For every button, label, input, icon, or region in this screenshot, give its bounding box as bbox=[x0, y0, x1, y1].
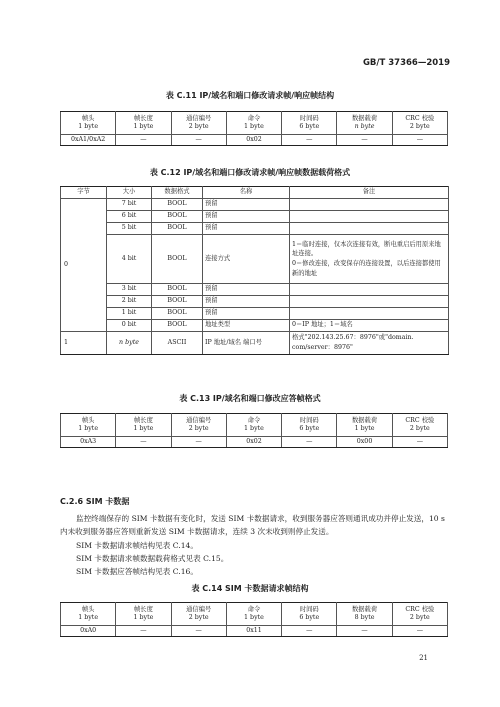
table-c12-caption: 表 C.12 IP/域名和端口修改请求帧/响应帧数据载荷格式 bbox=[149, 168, 351, 177]
header-cell: 字节 bbox=[61, 187, 107, 199]
table-row: 0 bit BOOL 地址类型 0＝IP 地址；1＝域名 bbox=[61, 320, 449, 332]
table-row: 4 bit BOOL 连接方式 1＝临时连接，仅本次连接有效，断电重启后用原来地址连接。 0＝修改连接，改变保存的连接设置，以后连接都使用新的地址 bbox=[61, 235, 449, 284]
table-row: 5 bit BOOL 预留 bbox=[61, 223, 449, 235]
body-line: SIM 卡数据应答帧结构见表 C.16。 bbox=[76, 567, 198, 576]
header-cell: 大小 bbox=[107, 187, 152, 199]
table-c11-caption: 表 C.11 IP/域名和端口修改请求帧/响应帧结构 bbox=[165, 91, 335, 100]
table-c11 bbox=[60, 111, 448, 146]
standard-code: GB/T 37366—2019 bbox=[362, 58, 450, 68]
table-row: 1 bit BOOL 预留 bbox=[61, 308, 449, 320]
header-cell: 帧头 1 byte bbox=[61, 112, 116, 135]
table-row: 1 n byte ASCII IP 地址/域名 端口号 格式"202.143.25.67：8976"或"domain. com/server：8976" bbox=[61, 332, 449, 355]
header-cell: 时间码 6 byte bbox=[282, 112, 337, 135]
page-number: 21 bbox=[419, 654, 428, 662]
header-cell: 帧头 1 byte bbox=[61, 603, 116, 626]
header-cell: CRC 校验 2 byte bbox=[392, 603, 447, 626]
header-cell: 帧长度 1 byte bbox=[116, 603, 171, 626]
header-cell: 帧长度 1 byte bbox=[116, 414, 171, 437]
header-cell: 备注 bbox=[290, 187, 449, 199]
header-cell: 命令 1 byte bbox=[226, 414, 281, 437]
header-cell: 时间码 6 byte bbox=[282, 414, 337, 437]
header-cell: CRC 校验 2 byte bbox=[392, 414, 447, 437]
header-cell: 通信编号 2 byte bbox=[171, 112, 226, 135]
table-c12 bbox=[60, 186, 449, 355]
header-cell: 命令 1 byte bbox=[226, 603, 281, 626]
table-row: 0xA1/0xA2 — — 0x02 — — — bbox=[61, 135, 448, 146]
table-row: 6 bit BOOL 预留 bbox=[61, 211, 449, 223]
table-row: 0xA0 — — 0x11 — — — bbox=[61, 626, 448, 637]
header-cell: 名称 bbox=[203, 187, 290, 199]
table-row: 0 7 bit BOOL 预留 bbox=[61, 199, 449, 211]
header-cell: 数据格式 bbox=[152, 187, 203, 199]
header-cell: 通信编号 2 byte bbox=[171, 603, 226, 626]
header-cell: 数据载荷 8 byte bbox=[337, 603, 392, 626]
header-cell: 帧长度 1 byte bbox=[116, 112, 171, 135]
header-cell: CRC 校验 2 byte bbox=[392, 112, 447, 135]
table-row: 3 bit BOOL 预留 bbox=[61, 284, 449, 296]
table-c13 bbox=[60, 413, 448, 448]
body-paragraph: 监控终端保存的 SIM 卡数据有变化时，发送 SIM 卡数据请求，收到服务器应答则通讯成功并停止发送，10 s 内未收到服务器应答则重新发送 SIM 卡数据请求，连续 3 次未收到则停止发送。 bbox=[60, 514, 445, 536]
section-title: C.2.6 SIM 卡数据 bbox=[60, 497, 130, 506]
header-cell: 帧头 1 byte bbox=[61, 414, 116, 437]
header-cell: 数据载荷 n byte bbox=[337, 112, 392, 135]
header-cell: 时间码 6 byte bbox=[282, 603, 337, 626]
table-c14-caption: 表 C.14 SIM 卡数据请求帧结构 bbox=[191, 584, 309, 593]
table-row: 0xA3 — — 0x02 — 0x00 — bbox=[61, 437, 448, 448]
header-cell: 数据载荷 1 byte bbox=[337, 414, 392, 437]
body-line: SIM 卡数据请求帧结构见表 C.14。 bbox=[76, 541, 198, 550]
header-cell: 命令 1 byte bbox=[226, 112, 281, 135]
table-c14 bbox=[60, 602, 448, 637]
header-cell: 通信编号 2 byte bbox=[171, 414, 226, 437]
table-c13-caption: 表 C.13 IP/域名和端口修改应答帧格式 bbox=[179, 394, 321, 403]
table-row: 2 bit BOOL 预留 bbox=[61, 296, 449, 308]
body-line: SIM 卡数据请求帧数据载荷格式见表 C.15。 bbox=[76, 554, 229, 563]
